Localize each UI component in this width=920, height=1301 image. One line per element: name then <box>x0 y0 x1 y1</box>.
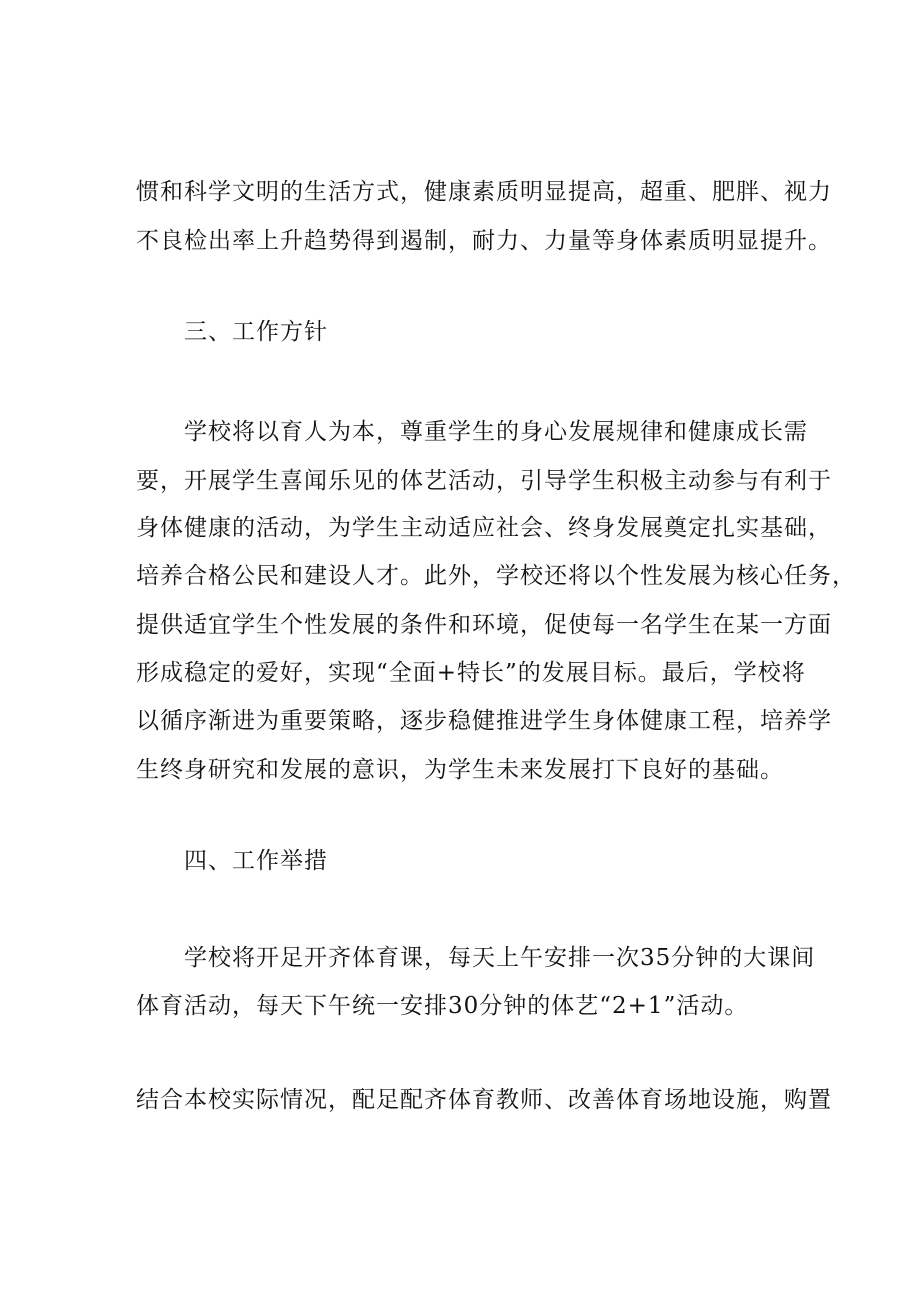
paragraph-line: 培养合格公民和建设人才。此外，学校还将以个性发展为核心任务， <box>136 563 856 589</box>
paragraph-line: 身体健康的活动，为学生主动适应社会、终身发展奠定扎实基础， <box>136 515 832 541</box>
paragraph-line: 体育活动，每天下午统一安排30分钟的体艺“2+1”活动。 <box>136 993 749 1019</box>
paragraph-line: 以循序渐进为重要策略，逐步稳健推进学生身体健康工程，培养学 <box>136 708 832 734</box>
section-heading: 三、工作方针 <box>184 319 328 345</box>
paragraph-line: 生终身研究和发展的意识，为学生未来发展打下良好的基础。 <box>136 757 784 783</box>
paragraph-line: 学校将开足开齐体育课，每天上午安排一次35分钟的大课间 <box>184 945 816 971</box>
paragraph-line: 形成稳定的爱好，实现“全面+特长”的发展目标。最后，学校将 <box>136 660 806 686</box>
section-heading: 四、工作举措 <box>184 848 328 874</box>
paragraph-line: 结合本校实际情况，配足配齐体育教师、改善体育场地设施，购置 <box>136 1087 832 1113</box>
paragraph-line: 提供适宜学生个性发展的条件和环境，促使每一名学生在某一方面 <box>136 612 832 638</box>
paragraph-line: 要，开展学生喜闻乐见的体艺活动，引导学生积极主动参与有利于 <box>136 468 832 494</box>
paragraph-line: 学校将以育人为本，尊重学生的身心发展规律和健康成长需 <box>184 419 808 445</box>
paragraph-line: 不良检出率上升趋势得到遏制，耐力、力量等身体素质明显提升。 <box>136 228 832 254</box>
paragraph-line: 惯和科学文明的生活方式，健康素质明显提高，超重、肥胖、视力 <box>136 179 832 205</box>
